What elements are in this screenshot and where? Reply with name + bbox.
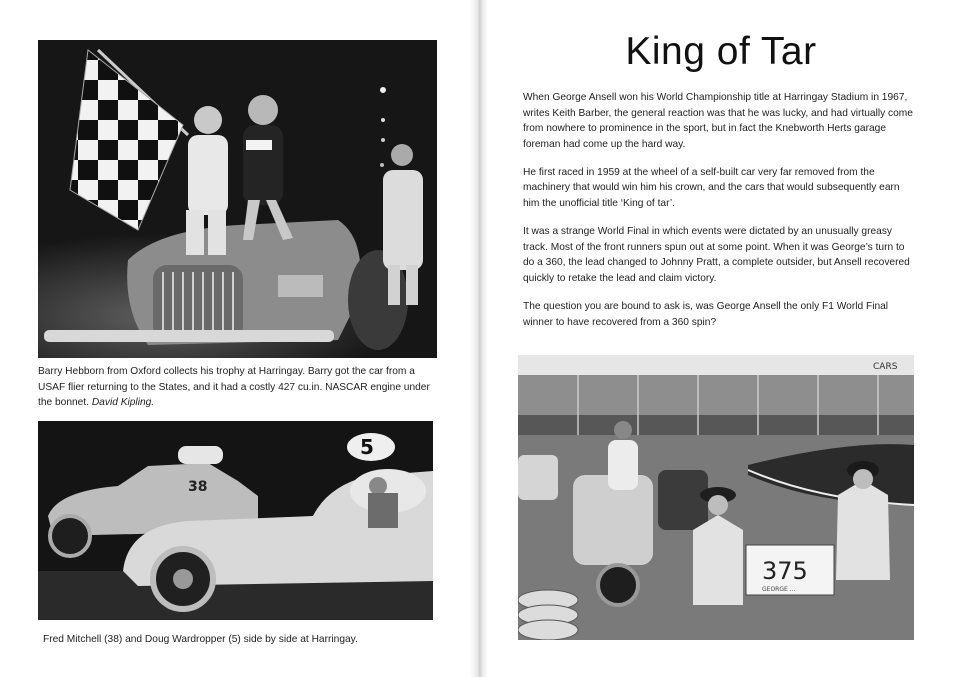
banner-subtext: GEORGE ... (762, 586, 796, 593)
trophy-caption-text: Barry Hebborn from Oxford collects his trophy at Harringay. Barry got the car from a USAF flier returning to the States, and it had a costly 427 cu.in. NASCAR engine under the bonnet. (38, 366, 430, 408)
trophy-photo (38, 40, 437, 358)
side-by-side-caption: Fred Mitchell (38) and Doug Wardropper (5) side by side at Harringay. (43, 634, 358, 645)
banner-number: 375 (762, 557, 808, 585)
article-title: King of Tar (625, 30, 817, 73)
article-paragraph: The question you are bound to ask is, was George Ansell the only F1 World Final winner to have recovered from a 360 spin? (523, 301, 889, 328)
rear-car-number: 38 (188, 479, 208, 495)
trophy-photo-caption (38, 364, 438, 411)
side-by-side-photo (38, 421, 433, 620)
article-paragraph: When George Ansell won his World Championship title at Harringay Stadium in 1967, writes Keith Barber, the general reaction was that he was lucky, and had virtually come from nowhere to prominence in the sport, but in fact the Knebworth Herts garage foreman had come up the hard way. (523, 92, 913, 150)
photo-credit: David Kipling. (91, 397, 155, 408)
stand-sign: CARS (873, 362, 898, 372)
article-paragraph: It was a strange World Final in which events were dictated by an unusually greasy track. Most of the front runners spun out at some point. When it was George’s turn to do a 360, the lead changed to Johnny Pratt, a complete outsider, but Ansell recovered quickly to retake the lead and claim victory. (523, 226, 910, 284)
article-paragraph: He first raced in 1959 at the wheel of a self-built car very far removed from the machinery that would win him his crown, and the cars that would subsequently earn him the unofficial title ‘King of tar’. (523, 166, 900, 210)
grid-line-up-photo (518, 355, 914, 640)
book-gutter (470, 0, 488, 677)
front-car-number: 5 (360, 435, 374, 459)
article-body (523, 90, 913, 343)
